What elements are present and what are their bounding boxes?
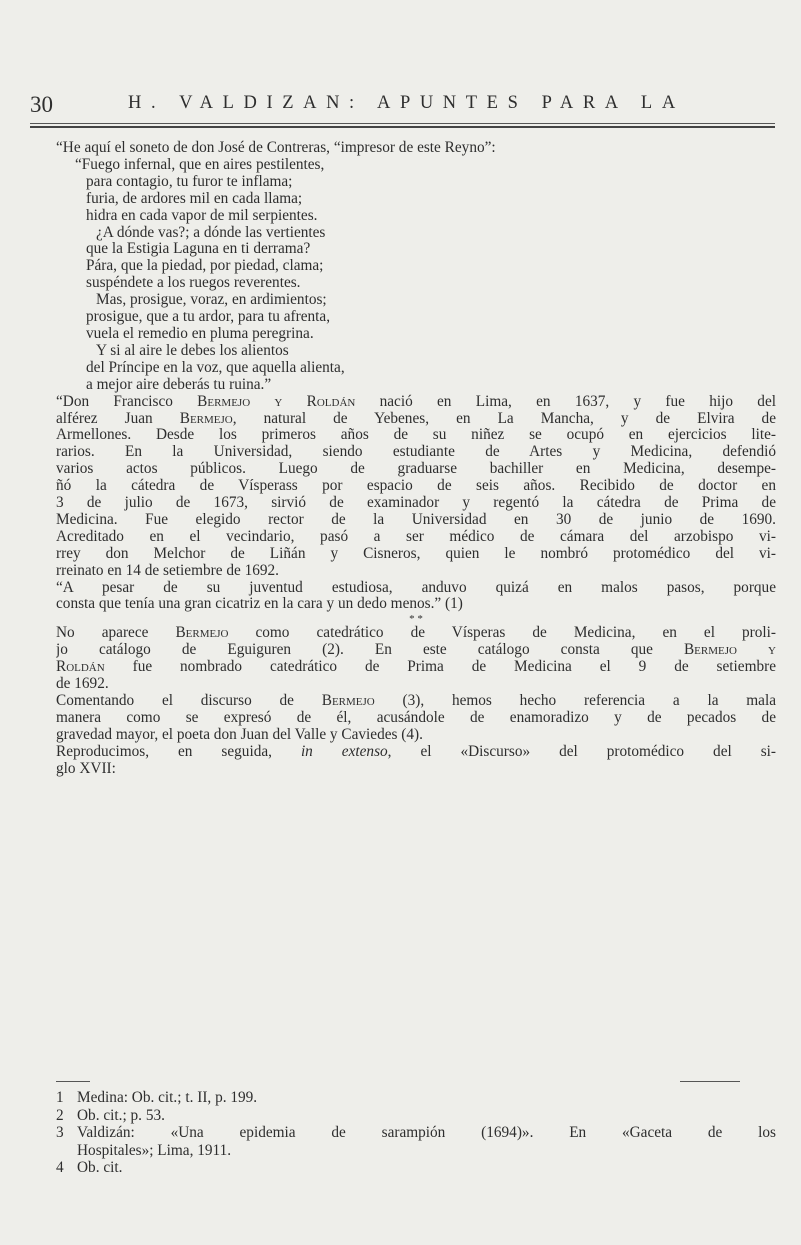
text-run: , el «Discurso» del protomédico del si- [387, 743, 776, 760]
footnote [56, 1107, 776, 1125]
surname: Bermejo [321, 693, 375, 709]
sonnet-line: suspéndete a los ruegos reverentes. [86, 275, 301, 292]
paragraph-line: rreinato en 14 de setiembre de 1692. [56, 562, 279, 579]
surname: Bermejo [175, 625, 229, 642]
surname: Bermejo y [683, 642, 776, 659]
footnote-rule [680, 1081, 740, 1082]
header-rule [30, 123, 775, 124]
sonnet-line: furia, de ardores mil en cada llama; [86, 190, 303, 207]
paragraph-line: ñó la cátedra de Vísperass por espacio de seis años. Recibido de doctor en [56, 478, 776, 495]
paragraph-line: Armellones. Desde los primeros años de su niñez se ocupó en ejercicios lite- [56, 427, 776, 444]
text-run: fue nombrado catedrático de Prima de Medicina el 9 de setiembre [104, 659, 776, 676]
commentary-paragraph [56, 693, 776, 744]
author-name: Bermejo y Roldán [197, 393, 356, 410]
reproduction-paragraph [56, 744, 776, 778]
catalog-paragraph [56, 625, 776, 693]
footnote-text: Ob. cit.; p. 53. [77, 1106, 165, 1124]
text-run: Reproducimos, en seguida, [56, 743, 301, 760]
sonnet-line: Y si al aire le debes los alientos [96, 342, 289, 359]
paragraph-line: rarios. En la Universidad, siendo estudiante de Artes y Medicina, defendió [56, 444, 776, 461]
paragraph-line: consta que tenía una gran cicatriz en la cara y un dedo menos.” (1) [56, 596, 463, 613]
footnote-number: 4 [56, 1159, 64, 1176]
text-run: jo catálogo de Eguiguren (2). En este catálogo consta que [56, 642, 684, 659]
text-run: Comentando el discurso de [56, 693, 322, 709]
page-number: 30 [30, 92, 53, 117]
section-ornament: * * [409, 613, 423, 626]
paragraph-line: “A pesar de su juventud estudiosa, anduvo quizá en malos pasos, porque [56, 579, 776, 596]
paragraph-line: Medicina. Fue elegido rector de la Universidad en 30 de junio de 1690. [56, 511, 776, 528]
footnote-number: 3 [56, 1124, 64, 1141]
footnote-continuation: Hospitales»; Lima, 1911. [77, 1141, 232, 1159]
surname: Roldán [56, 659, 105, 676]
text-run: (3), hemos hecho referencia a la mala [374, 693, 776, 709]
body-text [56, 140, 776, 778]
sonnet-line: ¿A dónde vas?; a dónde las vertientes [96, 224, 326, 241]
page-header [30, 92, 775, 118]
anecdote-paragraph [56, 580, 776, 614]
paragraph-line: varios actos públicos. Luego de graduarse bachiller en Medicina, desempe- [56, 461, 776, 478]
paragraph-line [56, 642, 776, 659]
paragraph-line: gravedad mayor, el poeta don Juan del Valle y Caviedes (4). [56, 726, 423, 743]
italic-phrase: in extenso [300, 743, 388, 760]
sonnet-line: Mas, prosigue, voraz, en ardimientos; [96, 292, 327, 309]
footnote-rule [56, 1081, 90, 1082]
paragraph-line: Acreditado en el vecindario, pasó a ser médico de cámara del arzobispo vi- [56, 528, 776, 545]
paragraph-line: manera como se expresó de él, acusándole de enamoradizo y de pecados de [56, 709, 776, 726]
paragraph-line [56, 693, 776, 710]
sonnet-line: “Fuego infernal, que en aires pestilentes, [75, 156, 325, 173]
sonnet-line: prosigue, que a tu ardor, para tu afrenta, [86, 309, 331, 326]
paragraph-line [56, 625, 776, 642]
running-title: H. VALDIZAN: APUNTES PARA LA [128, 93, 685, 113]
paragraph-line [56, 411, 776, 428]
footnote [56, 1089, 776, 1107]
paragraph-line [56, 659, 776, 676]
sonnet-line: que la Estigia Laguna en ti derrama? [86, 241, 311, 258]
sonnet-line: vuela el remedio en pluma peregrina. [86, 325, 314, 342]
header-rule-thick [30, 126, 775, 128]
sonnet-line: Pára, que la piedad, por piedad, clama; [86, 258, 324, 275]
footnote [56, 1159, 776, 1177]
paragraph-line [56, 744, 776, 761]
footnote-text: Medina: Ob. cit.; t. II, p. 199. [77, 1089, 258, 1106]
sonnet-line: hidra en cada vapor de mil serpientes. [86, 207, 318, 224]
sonnet-line: para contagio, tu furor te inflama; [86, 173, 293, 190]
sonnet-line: a mejor aire deberás tu ruina.” [86, 376, 272, 393]
footnotes [56, 1089, 776, 1177]
footnote-text: Ob. cit. [77, 1159, 123, 1176]
footnote-text: Valdizán: «Una epidemia de sarampión (1694)». En «Gaceta de los [77, 1124, 776, 1141]
surname: Bermejo [179, 410, 233, 427]
biography-paragraph [56, 394, 776, 580]
footnote [56, 1124, 776, 1142]
text-run: como catedrático de Vísperas de Medicina, en el proli- [228, 625, 776, 642]
text-run: alférez Juan [56, 410, 180, 427]
text-run: “Don Francisco [56, 393, 198, 410]
paragraph-line: 3 de julio de 1673, sirvió de examinador y regentó la cátedra de Prima de [56, 495, 776, 512]
text-run: No aparece [56, 625, 176, 642]
text-run: nació en Lima, en 1637, y fue hijo del [355, 393, 776, 410]
footnote-number: 1 [56, 1089, 64, 1106]
paragraph-line [56, 394, 776, 411]
paragraph-line: rrey don Melchor de Liñán y Cisneros, quien le nombró protomédico del vi- [56, 545, 776, 562]
paragraph-line: de 1692. [56, 676, 109, 693]
intro-line: “He aquí el soneto de don José de Contreras, “impresor de este Reyno”: [56, 140, 496, 156]
sonnet [56, 157, 776, 394]
paragraph-line: glo XVII: [56, 760, 116, 777]
text-run: , natural de Yebenes, en La Mancha, y de Elvira de [232, 410, 776, 427]
footnote-number: 2 [56, 1106, 64, 1124]
sonnet-line: del Príncipe en la voz, que aquella alienta, [86, 359, 345, 376]
